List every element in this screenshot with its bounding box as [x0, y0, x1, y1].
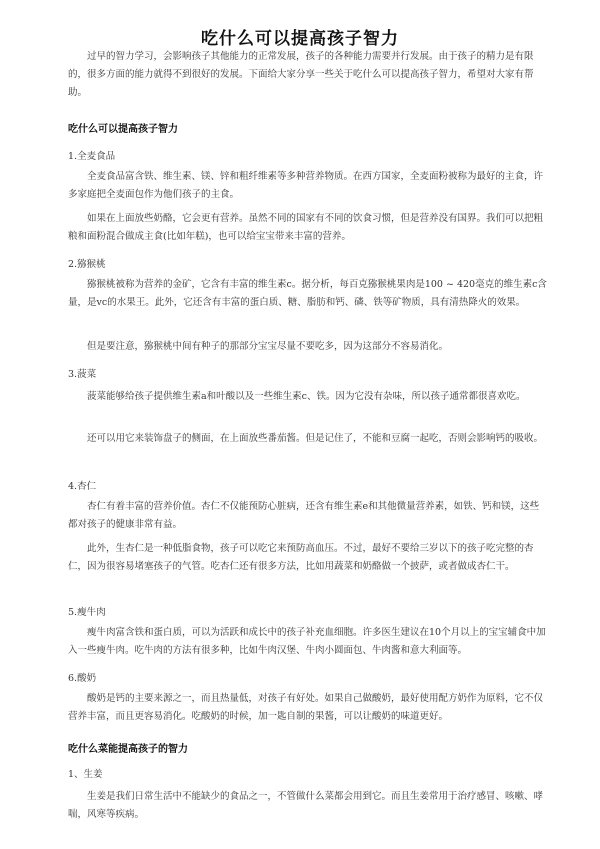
item-title-wholewheat: 1.全麦食品 — [68, 151, 116, 162]
item-paragraph: 酸奶是钙的主要来源之一，而且热量低，对孩子有好处。如果自己做酸奶，最好使用配方奶作为原料，它不仅营养丰富，而且更容易消化。吃酸奶的时候，加一匙自制的果酱，可以让酸奶的味道更好。 — [68, 693, 544, 722]
section-heading-foods: 吃什么可以提高孩子智力 — [68, 124, 178, 135]
item-paragraph: 还可以用它来装饰盘子的侧面，在上面放些番茄酱。但是记住了，不能和豆腐一起吃，否则会影响钙的吸收。 — [87, 433, 544, 444]
item-paragraph: 生姜是我们日常生活中不能缺少的食品之一，不管做什么菜都会用到它。而且生姜常用于治疗感冒、咳嗽、哮喘，风寒等疾病。 — [68, 791, 544, 820]
item-title-beef: 5.瘦牛肉 — [68, 607, 106, 618]
item-title-kiwi: 2.猕猴桃 — [68, 259, 106, 270]
page-title: 吃什么可以提高孩子智力 — [201, 29, 399, 49]
item-title-spinach: 3.菠菜 — [68, 369, 97, 380]
section-heading-vegetables: 吃什么菜能提高孩子的智力 — [68, 744, 188, 755]
item-paragraph: 杏仁有着丰富的营养价值。杏仁不仅能预防心脏病，还含有维生素e和其他微量营养素，如铁、钙和镁，这些都对孩子的健康非常有益。 — [68, 501, 540, 530]
item-paragraph: 但是要注意，猕猴桃中间有种子的那部分宝宝尽量不要吃多，因为这部分不容易消化。 — [87, 341, 449, 352]
item-title-almond: 4.杏仁 — [68, 481, 97, 492]
item-title-ginger: 1、生姜 — [68, 769, 103, 780]
item-paragraph: 猕猴桃被称为营养的金矿，它含有丰富的维生素c。据分析，每百克猕猴桃果肉是100 ~ 420毫克的维生素c含量，是vc的水果王。此外，它还含有丰富的蛋白质、糖、脂肪和钙、磷、铁等矿物质，具有清热降火的效果。 — [68, 279, 547, 308]
item-paragraph: 全麦食品富含铁、维生素、镁、锌和粗纤维素等多种营养物质。在西方国家，全麦面粉被称为最好的主食，许多家庭把全麦面包作为他们孩子的主食。 — [68, 171, 544, 200]
item-paragraph: 如果在上面放些奶酪，它会更有营养。虽然不同的国家有不同的饮食习惯，但是营养没有国界。我们可以把粗粮和面粉混合做成主食(比如年糕)，也可以给宝宝带来丰富的营养。 — [68, 213, 544, 242]
item-paragraph: 瘦牛肉富含铁和蛋白质，可以为活跃和成长中的孩子补充血细胞。许多医生建议在10个月以上的宝宝辅食中加入一些瘦牛肉。吃牛肉的方法有很多种，比如牛肉汉堡、牛肉小圆面包、牛肉酱和意大利面等。 — [68, 627, 546, 656]
item-paragraph: 此外，生杏仁是一种低脂食物，孩子可以吃它来预防高血压。不过，最好不要给三岁以下的孩子吃完整的杏仁，因为很容易堵塞孩子的气管。吃杏仁还有很多方法，比如用蔬菜和奶酪做一个披萨，或者做成杏仁干。 — [68, 543, 534, 572]
item-paragraph: 菠菜能够给孩子提供维生素a和叶酸以及一些维生素c、铁。因为它没有杂味，所以孩子通常都很喜欢吃。 — [87, 391, 526, 402]
intro-paragraph: 过早的智力学习，会影响孩子其他能力的正常发展，孩子的各种能力需要并行发展。由于孩子的精力是有限的，很多方面的能力就得不到很好的发展。下面给大家分享一些关于吃什么可以提高孩子智力，希望对大家有帮助。 — [68, 51, 534, 98]
item-title-yogurt: 6.酸奶 — [68, 673, 97, 684]
